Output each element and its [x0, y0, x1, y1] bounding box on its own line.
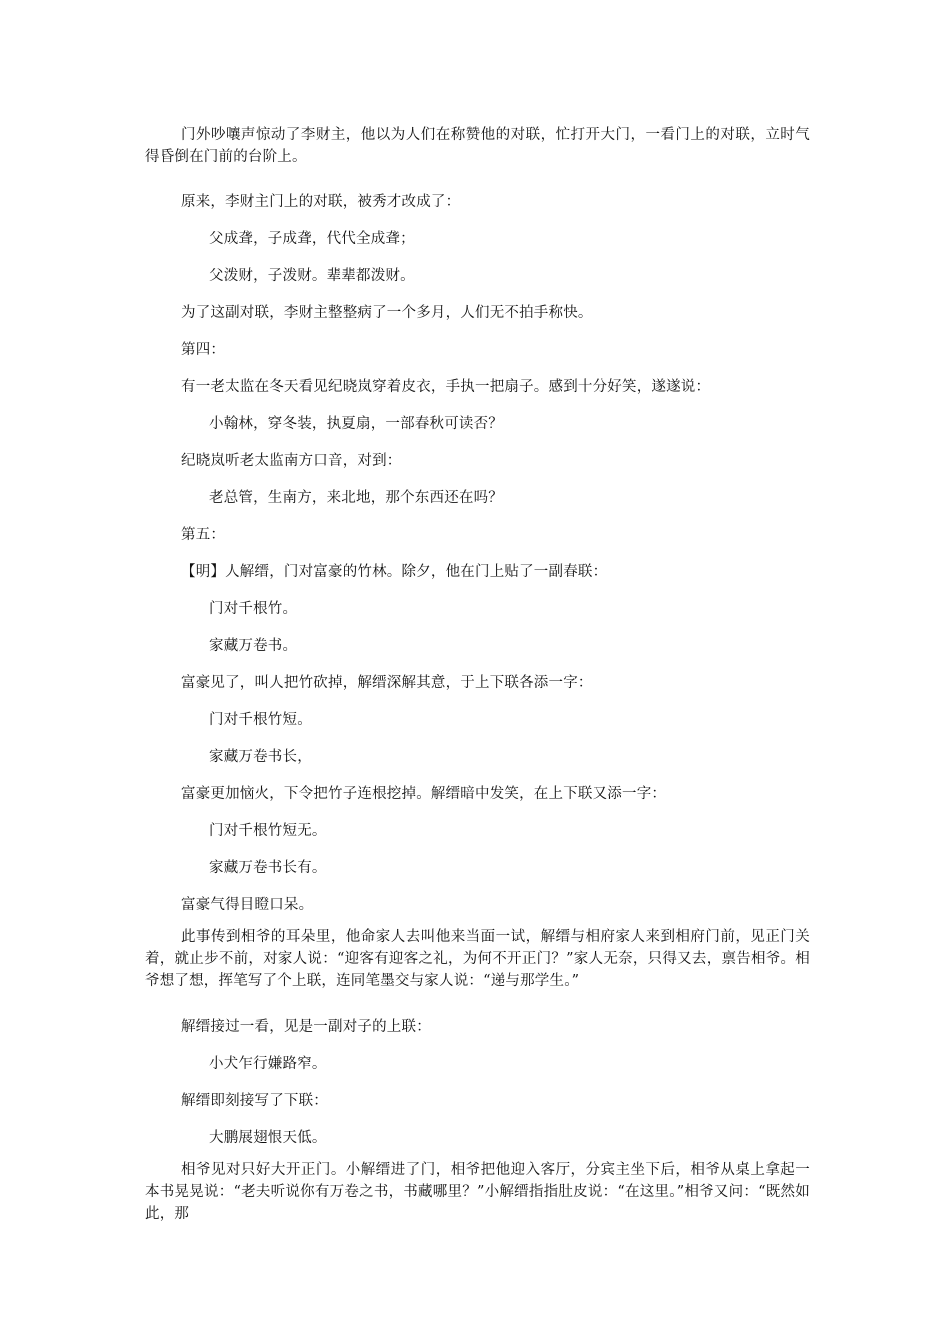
paragraph: 富豪见了，叫人把竹砍掉，解缙深解其意，于上下联各添一字：: [181, 675, 593, 691]
paragraph-chancellor-dialogue: 相爷见对只好大开正门。小解缙进了门，相爷把他迎入客厅，分宾主坐下后，相爷从桌上拿起一本书晃晃说：“老夫听说你有万卷之书，书藏哪里？”小解缙指指肚皮说：“在这里。”相爷又问：“既然如此，那: [145, 1162, 810, 1222]
paragraph: 富豪更加恼火，下令把竹子连根挖掉。解缙暗中发笑，在上下联又添一字：: [181, 786, 667, 802]
section-heading-four: 第四：: [181, 342, 226, 358]
couplet-line: 老总管，生南方，来北地，那个东西还在吗？: [209, 490, 503, 506]
paragraph-couplet-changed: 原来，李财主门上的对联，被秀才改成了：: [181, 194, 461, 210]
couplet-line: 门对千根竹。: [209, 601, 298, 617]
paragraph-chancellor-story: 此事传到相爷的耳朵里，他命家人去叫他来当面一试，解缙与相府家人来到相府门前，见正门关着，就止步不前，对家人说：“迎客有迎客之礼，为何不开正门？”家人无奈，只得又去，禀告相爷。相爷想了想，挥笔写了个上联，连同笔墨交与家人说：“递与那学生。”: [145, 929, 810, 989]
couplet-line: 小翰林，穿冬装，执夏扇，一部春秋可读否？: [209, 416, 503, 432]
couplet-line: 门对千根竹短。: [209, 712, 312, 728]
couplet-line: 大鹏展翅恨天低。: [209, 1130, 327, 1146]
paragraph: 有一老太监在冬天看见纪晓岚穿着皮衣，手执一把扇子。感到十分好笑，遂遂说：: [181, 379, 711, 395]
couplet-line: 家藏万卷书。: [209, 638, 298, 654]
couplet-line: 父成聋，子成聋，代代全成聋；: [209, 231, 415, 247]
paragraph: 【明】人解缙，门对富豪的竹林。除夕，他在门上贴了一副春联：: [181, 564, 608, 580]
couplet-line: 家藏万卷书长，: [209, 749, 312, 765]
paragraph: 纪晓岚听老太监南方口音，对到：: [181, 453, 402, 469]
paragraph: 解缙接过一看，见是一副对子的上联：: [181, 1019, 431, 1035]
couplet-line: 家藏万卷书长有。: [209, 860, 327, 876]
couplet-line: 父泼财，子泼财。辈辈都泼财。: [209, 268, 415, 284]
paragraph: 为了这副对联，李财主整整病了一个多月，人们无不拍手称快。: [181, 305, 593, 321]
paragraph: 富豪气得目瞪口呆。: [181, 897, 314, 913]
couplet-line: 小犬乍行嫌路窄。: [209, 1056, 327, 1072]
section-heading-five: 第五：: [181, 527, 226, 543]
couplet-line: 门对千根竹短无。: [209, 823, 327, 839]
paragraph-li-fainted: 门外吵嚷声惊动了李财主，他以为人们在称赞他的对联，忙打开大门，一看门上的对联，立时气得昏倒在门前的台阶上。: [145, 127, 810, 165]
paragraph: 解缙即刻接写了下联：: [181, 1093, 328, 1109]
